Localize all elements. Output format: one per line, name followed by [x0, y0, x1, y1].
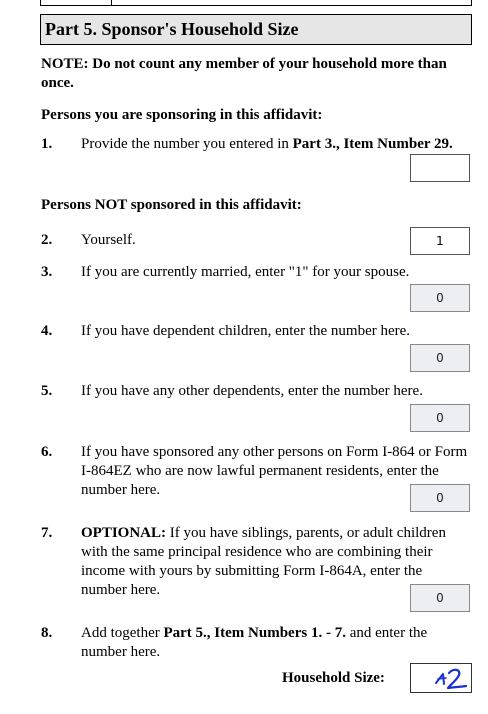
- not-sponsored-persons-heading: Persons NOT sponsored in this affidavit:: [41, 197, 302, 213]
- handwritten-household-size: [411, 664, 471, 692]
- item-8-text: Add together Part 5., Item Numbers 1. - 7. and enter the number here.: [81, 625, 428, 660]
- section-header-part-5: Part 5. Sponsor's Household Size: [40, 14, 472, 45]
- item-2-number: 2.: [41, 232, 53, 248]
- item-7-input[interactable]: 0: [410, 584, 470, 612]
- note-text: NOTE: Do not count any member of your household more than once.: [41, 56, 447, 91]
- item-2-text: Yourself.: [81, 232, 136, 248]
- item-4-number: 4.: [41, 323, 53, 339]
- item-3-input[interactable]: 0: [410, 284, 470, 312]
- item-3-number: 3.: [41, 264, 53, 280]
- item-3-text: If you are currently married, enter "1" for your spouse.: [81, 264, 410, 280]
- item-1-input[interactable]: [410, 154, 470, 182]
- item-7-number: 7.: [41, 525, 53, 541]
- item-7-text: OPTIONAL: If you have siblings, parents, or adult children with the same principal residence who are combining their income with yours by submitting Form I-864A, enter the number here.: [81, 525, 446, 598]
- item-8-number: 8.: [41, 625, 53, 641]
- household-size-label: Household Size:: [282, 670, 385, 686]
- sponsored-persons-heading: Persons you are sponsoring in this affidavit:: [41, 107, 323, 123]
- item-6-input[interactable]: 0: [410, 484, 470, 512]
- item-6-number: 6.: [41, 444, 53, 460]
- household-size-input[interactable]: [410, 663, 472, 693]
- item-6-text: If you have sponsored any other persons on Form I-864 or Form I-864EZ who are now lawful permanent residents, enter the number here.: [81, 444, 468, 498]
- item-1-text: Provide the number you entered in Part 3., Item Number 29.: [81, 136, 453, 152]
- item-2-input[interactable]: 1: [410, 227, 470, 255]
- item-5-text: If you have any other dependents, enter the number here.: [81, 383, 423, 399]
- item-4-input[interactable]: 0: [410, 344, 470, 372]
- previous-section-border: [40, 0, 472, 6]
- item-1-number: 1.: [41, 136, 53, 152]
- item-4-text: If you have dependent children, enter the number here.: [81, 323, 411, 339]
- item-5-input[interactable]: 0: [410, 404, 470, 432]
- item-5-number: 5.: [41, 383, 53, 399]
